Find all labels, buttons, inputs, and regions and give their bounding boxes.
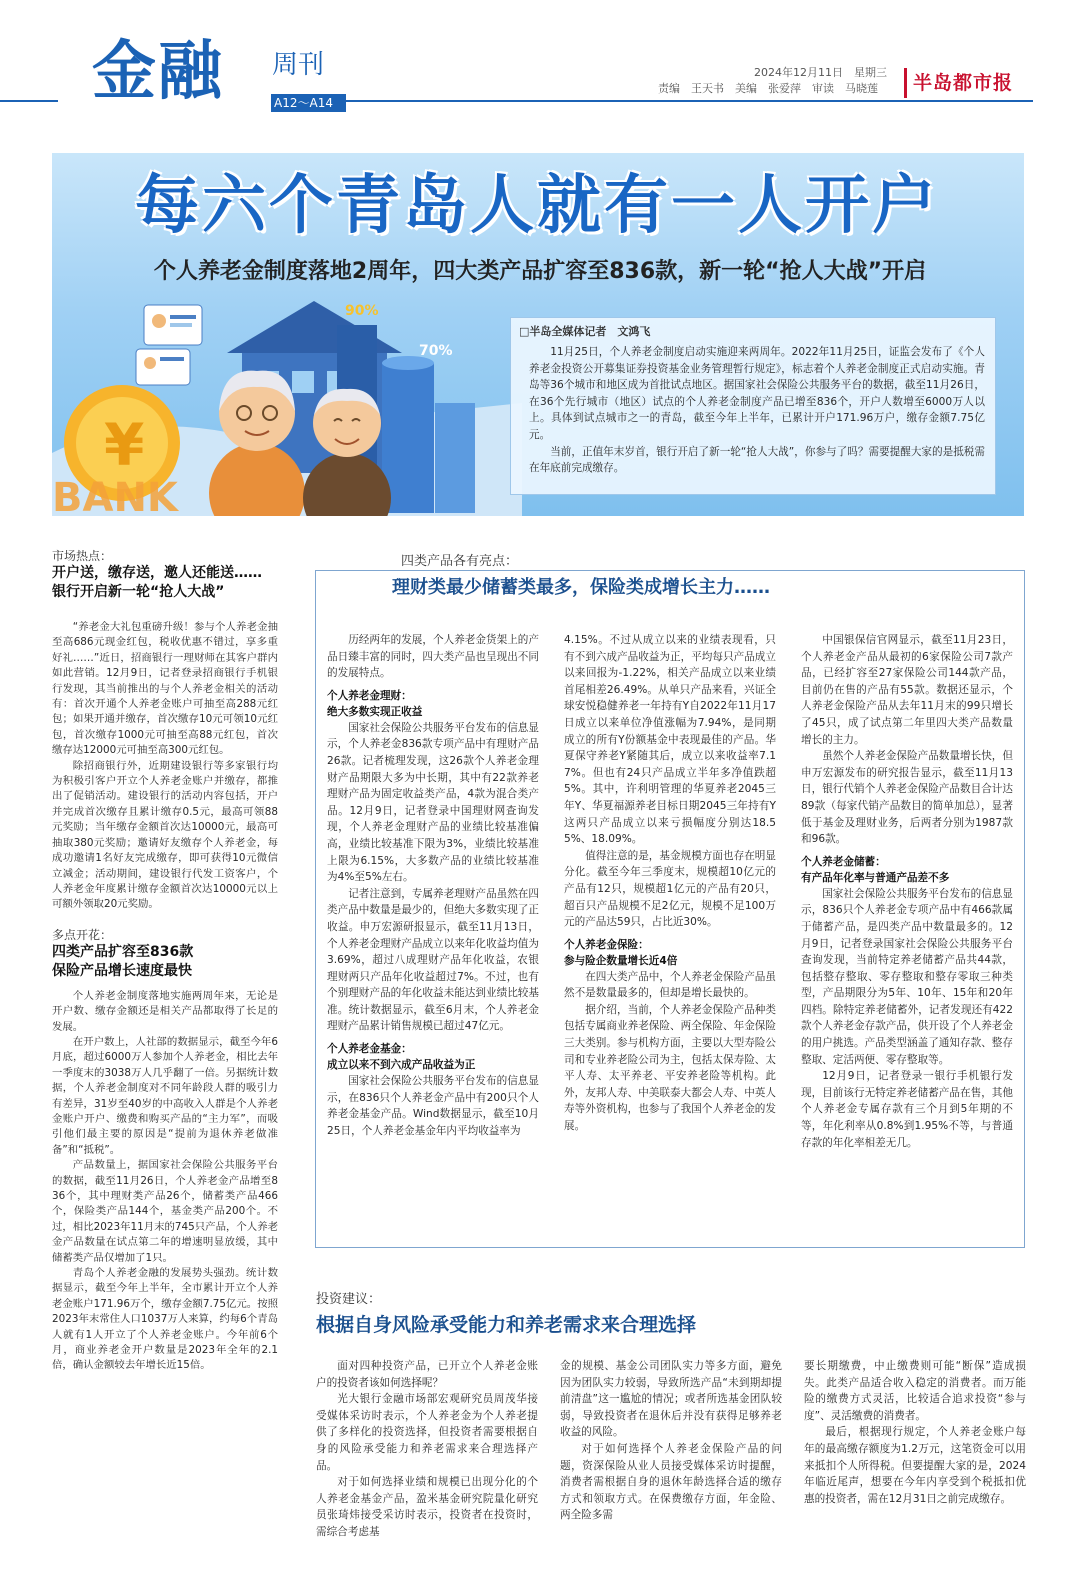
paragraph: 国家社会保险公共服务平台发布的信息显示，在836只个人养老金产品中有200只个人养老金基金产品。Wind数据显示，截至10月25日，个人养老金基金年内平均收益率为 [327, 1075, 539, 1137]
article-body [52, 989, 278, 1374]
paragraph: 12月9日，记者登录一银行手机银行发现，目前该行无特定养老储蓄产品在售，其他个人养老金专属存款有三个月到5年期的不等，年化利率从0.8%到1.95%不等，与普通存款的年化率相差无几。 [801, 1070, 1013, 1149]
paragraph: 中国银保信官网显示，截至11月23日，个人养老金产品从最初的6家保险公司7款产品，已经扩容至27家保险公司144款产品，目前仍在售的产品有55款。数据还显示，个人养老金保险产品从去年11月末的99只增长了45只，成了试点第二年里四大类产品数量增长的主力。 [801, 634, 1013, 746]
paragraph: 最后，根据现行规定，个人养老金账户每年的最高缴存额度为1.2万元，这笔资金可以用来抵扣个人所得税。但要提醒大家的是，2024年临近尾声，想要在今年内享受到个税抵扣优惠的投资者，需在12月31日之前完成缴存。 [804, 1426, 1026, 1505]
intro-box [510, 317, 996, 495]
main-subheadline: 个人养老金制度落地2周年，四大类产品扩容至836款，新一轮“抢人大战”开启 [153, 259, 927, 284]
paragraph: 值得注意的是，基金规模方面也存在明显分化。截至今年三季度末，规模超10亿元的产品有12只，规模超1亿元的产品有20只，超百只产品规模不足2亿元，规模不足100万元的产品达59只，占比近30%。 [564, 849, 776, 929]
paragraph: 国家社会保险公共服务平台发布的信息显示，个人养老金836款专项产品中有理财产品26款。记者梳理发现，这26款个人养老金理财产品期限大多为中长期，其中有22款养老理财产品为固定收益类产品，4款为混合类产品。12月9日，记者登录中国理财网查询发现，个人养老金理财产品的业绩比较基准偏高，业绩比较基准下限为3%，业绩比较基准上限为6.15%，大多数产品的业绩比较基准为4%至5%左右。 [327, 721, 539, 884]
paragraph: 历经两年的发展，个人养老金货架上的产品日臻丰富的同时，四大类产品也呈现出不同的发展特点。 [327, 634, 539, 680]
advice-column-2 [560, 1358, 782, 1524]
intro-paragraph: 当前，正值年末岁首，银行开启了新一轮“抢人大战”，你参与了吗？需要提醒大家的是抵税需在年底前完成缴存。 [529, 445, 985, 475]
products-column-3 [801, 632, 1013, 1151]
paragraph: 记者注意到，专属养老理财产品虽然在四类产品中数量是最少的，但绝大多数实现了正收益。申万宏源研报显示，截至11月13日，个人养老金理财产品成立以来年化收益均值为3.69%，超过八成理财产品年化收益，农银理财两只产品年化收益超过7%。不过，也有个别理财产品的年化收益未能达到业绩比较基准。统计数据显示，截至6月末，个人养老金理财产品累计销售规模已超过47亿元。 [327, 887, 539, 1033]
frame-title: 理财类最少储蓄类最多，保险类成增长主力…… [392, 577, 770, 598]
section-title: 银行开启新一轮“抢人大战” [52, 584, 225, 600]
issue-date: 2024年12月11日 星期三 [754, 66, 887, 79]
percent-90-label: 90% [345, 303, 379, 319]
section-label: 投资建议： [316, 1292, 382, 1307]
paragraph: 金的规模、基金公司团队实力等多方面，避免因为团队实力较弱，导致所选产品“未到期却提前清盘”这一尴尬的情况；或者所选基金团队较弱，导致投资者在退休后并没有获得足够养老收益的风险。 [560, 1360, 782, 1439]
section-title: 根据自身风险承受能力和养老需求来合理选择 [316, 1314, 697, 1336]
paragraph: 产品数量上，据国家社会保险公共服务平台的数据，截至11月26日，个人养老金产品增至836个，其中理财类产品26个，储蓄类产品466个，保险类产品144个，基金类产品200个。不过，相比2023年11月末的745只产品，个人养老金产品数量在试点第二年的增速明显放缓，其中储蓄类产品仅增加了1只。 [52, 1159, 278, 1264]
products-column-2 [564, 632, 776, 1135]
paragraph: 对于如何选择个人养老金保险产品的问题，资深保险从业人员接受媒体采访时提醒，消费者需根据自身的退休年龄选择合适的缴存方式和领取方式。在保费缴存方面，年金险、两全险多需 [560, 1442, 782, 1522]
paragraph: 4.15%。不过从成立以来的业绩表现看，只有不到六成产品收益为正，平均每只产品成立以来回报为-1.22%，相关产品成立以来业绩首尾相差26.49%。从单只产品来看，兴证全球安悦稳健养老一年持有Y自2022年11月17日成立以来单位净值涨幅为7.94%，是同期成立的所有Y份额基金中表现最佳的产品。华夏保守养老Y紧随其后，成立以来收益率7.17%。但也有24只产品成立半年多净值跌超5%。其中，许利明管理的华夏养老2045三年Y、华夏福源养老目标日期2045三年持有Y这两只产品成立以来亏损幅度分别达18.55%、18.09%。 [564, 634, 776, 846]
masthead-rule-left [0, 100, 58, 102]
section-title: 四类产品扩容至836款 [52, 943, 194, 960]
left-column [52, 548, 278, 1374]
svg-text:¥: ¥ [104, 411, 145, 479]
percent-70-label: 70% [419, 343, 453, 359]
paragraph: 据介绍，当前，个人养老金保险产品种类包括专属商业养老保险、两全保险、年金保险三大类别。参与机构方面，主要以大型寿险公司和专业养老险公司为主，包括太保寿险、太平人寿、太平养老、平安养老险等机构。此外，友邦人寿、中美联泰大都会人寿、中英人寿等外资机构，也参与了我国个人养老金的发展。 [564, 1003, 776, 1133]
pension-illustration [52, 293, 522, 516]
section-title: 保险产品增长速度最快 [52, 962, 192, 979]
intro-paragraph: 11月25日，个人养老金制度启动实施迎来两周年。2022年11月25日，证监会发布了《个人养老金投资公开募集证券投资基金业务管理暂行规定》，标志着个人养老金制度正式启动实施。青岛等36个城市和地区成为首批试点地区。据国家社会保险公共服务平台的数据，截至11月26日，在36个先行城市（地区）试点的个人养老金制度产品已增至836个，开户人数增至6000万人以上。具体到试点城市之一的青岛，截至今年上半年，已累计开户171.96万户，缴存金额7.75亿元。 [529, 346, 985, 441]
section-label: 市场热点： [52, 549, 113, 563]
section-label: 多点开花： [52, 927, 113, 942]
paragraph: 青岛个人养老金融的发展势头强劲。统计数据显示，截至今年上半年，全市累计开立个人养老金账户171.96万个，缴存金额7.75亿元。按照2023年末常住人口1037万人来算，约每6个青岛人就有1人开立了个人养老金账户。今年前6个月，商业养老金开户数量是2023年全年的2.1倍，确认金额较去年增长近15倍。 [52, 1267, 278, 1372]
subheading: 有产品年化率与普通产品差不多 [801, 871, 950, 884]
subheading: 个人养老金基金： [327, 1043, 412, 1056]
intro-text [529, 344, 985, 477]
paragraph: 对于如何选择业绩和规模已出现分化的个人养老金基金产品，盈米基金研究院量化研究员张琦炜接受采访时表示，投资者在投资时，需综合考虑基 [316, 1476, 538, 1538]
paragraph: 在四大类产品中，个人养老金保险产品虽然不是数量最多的，但却是增长最快的。 [564, 970, 776, 1000]
subheading: 绝大多数实现正收益 [327, 705, 423, 718]
byline: □半岛全媒体记者 文鸿飞 [519, 325, 651, 338]
section-brand: 金融 [92, 34, 224, 109]
paragraph: 面对四种投资产品，已开立个人养老金账户的投资者该如何选择呢？ [316, 1360, 538, 1389]
hero-banner [52, 153, 1024, 516]
bank-lettering: BANK [52, 475, 178, 516]
subheading: 个人养老金理财： [327, 689, 412, 702]
advice-column-3 [804, 1358, 1026, 1507]
advice-column-1 [316, 1358, 538, 1541]
editor-credits: 责编 王天书 美编 张爱萍 审读 马晓莲 [658, 82, 878, 95]
paragraph: 个人养老金制度落地实施两周年来，无论是开户数、缴存金额还是相关产品都取得了长足的发展。 [52, 989, 278, 1033]
newspaper-logo: 半岛都市报 [904, 68, 1024, 98]
id-card-icon-2 [136, 349, 190, 385]
masthead [0, 0, 1080, 150]
section-brand-sub: 周刊 [272, 50, 325, 80]
paragraph: 虽然个人养老金保险产品数量增长快，但申万宏源发布的研究报告显示，截至11月13日，银行代销个人养老金保险产品数目合计达89款（每家代销产品数目的简单加总），显著低于基金及理财业务，后两者分别为1987款和96款。 [801, 750, 1013, 846]
subheading: 成立以来不到六成产品收益为正 [327, 1059, 476, 1072]
subheading: 参与险企数量增长近4倍 [564, 954, 678, 967]
masthead-rule-right [345, 100, 1033, 102]
article-body [52, 620, 278, 913]
section-title: 开户送，缴存送，邀人还能送…… [52, 565, 262, 581]
subheading: 个人养老金储蓄： [801, 855, 886, 868]
paragraph: 国家社会保险公共服务平台发布的信息显示，836只个人养老金专项产品中有466款属于储蓄产品，是四类产品中数量最多的。12月9日，记者登录国家社会保险公共服务平台查询发现，当前特定养老储蓄产品共44款，包括整存整取、零存整取和整存零取三种类型，产品期限分为5年、10年、15年和20年四档。除特定养老储蓄外，记者发现还有422款个人养老金存款产品，供开设了个人养老金的用户挑选。产品类型涵盖了通知存款、整存整取、定活两便、零存整取等。 [801, 887, 1013, 1066]
page-range: A12～A14 [271, 94, 346, 112]
paragraph: 光大银行金融市场部宏观研究员周茂华接受媒体采访时表示，个人养老金为个人养老提供了多样化的投资选择，但投资者需要根据自身的风险承受能力和养老需求来合理选择产品。 [316, 1393, 538, 1472]
paragraph: 要长期缴费，中止缴费则可能“断保”造成损失。此类产品适合收入稳定的消费者。而万能险的缴费方式灵活，比较适合追求投资“参与度”、灵活缴费的消费者。 [804, 1360, 1026, 1422]
section-label: 四类产品各有亮点： [401, 554, 519, 569]
products-column-1 [327, 632, 539, 1139]
paragraph: “养老金大礼包重磅升级！参与个人养老金抽至高686元现金红包，税收优惠不错过，享多重好礼……”近日，招商银行一理财师在其客户群内如此营销。12月9日，记者登录招商银行手机银行发现，其当前推出的与个人养老金相关的活动有：首次开通个人养老金账户可抽至高288元红包；如果开通并缴存，首次缴存10元可领10元红包，首次缴存1000元可抽至高88元红包，首次缴存达12000元可抽至高300元红包。 [52, 621, 278, 757]
main-headline: 每六个青岛人就有一人开户 [135, 169, 939, 243]
paragraph: 在开户数上，人社部的数据显示，截至今年6月底，超过6000万人参加个人养老金，相比去年一季度末的3038万人几乎翻了一倍。另据统计数据，个人养老金制度对不同年龄段人群的吸引力有差异，31岁至40岁的中高收入人群是个人养老金账户开户、缴费和购买产品的“主力军”，而吸引他们最主要的原因是“提前为退休养老做准备”和“抵税”。 [52, 1035, 278, 1156]
paragraph: 除招商银行外，近期建设银行等多家银行均为积极引客户开立个人养老金账户并缴存，都推出了促销活动。建设银行的活动内容包括，开户并完成首次缴存且累计缴存0.5元，最高可领88元奖励；当年缴存金额首次达10000元，最高可抽取380元奖励；邀请好友缴存个人养老金，每成功邀请1名好友完成缴存，即可获得10元微信立减金；活动期间，建设银行代发工资客户，个人养老金年度累计缴存金额首次达10000元以上可额外领取20元奖励。 [52, 759, 278, 911]
frame-label [395, 554, 775, 570]
subheading: 个人养老金保险： [564, 938, 649, 951]
